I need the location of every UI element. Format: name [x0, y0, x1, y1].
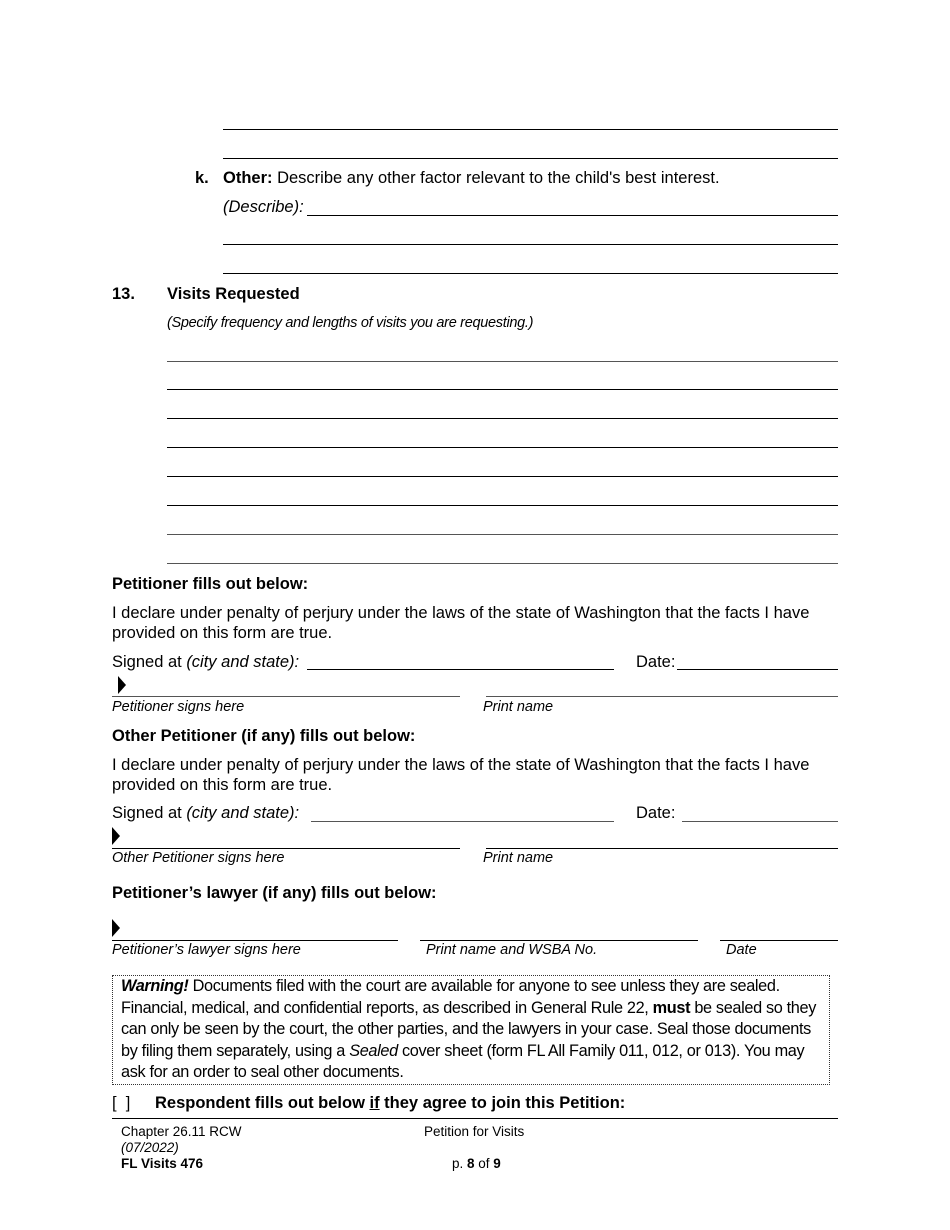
petitioner-print-caption: Print name	[483, 699, 554, 715]
item-k-description: Describe any other factor relevant to the child's best interest.	[277, 169, 720, 187]
visits-line[interactable]	[167, 389, 838, 390]
other-petitioner-signature-line[interactable]	[112, 848, 460, 849]
other-petitioner-heading: Other Petitioner (if any) fills out below:	[112, 727, 416, 745]
answer-line[interactable]	[223, 273, 838, 274]
petitioner-print-name-line[interactable]	[486, 696, 838, 697]
footer-form-title: Petition for Visits	[424, 1124, 525, 1139]
answer-line[interactable]	[223, 244, 838, 245]
other-petitioner-date-field[interactable]	[682, 821, 838, 822]
warning-label: Warning!	[121, 977, 189, 995]
lawyer-heading: Petitioner’s lawyer (if any) fills out below:	[112, 884, 437, 902]
answer-line[interactable]	[223, 129, 838, 130]
petitioner-city-state-field[interactable]	[307, 669, 614, 670]
lawyer-sign-caption: Petitioner’s lawyer signs here	[112, 942, 301, 958]
item-k-letter: k.	[195, 169, 209, 187]
petitioner-sign-caption: Petitioner signs here	[112, 699, 245, 715]
other-petitioner-print-caption: Print name	[483, 850, 554, 866]
footer-revision: (07/2022)	[121, 1140, 179, 1155]
describe-field-line[interactable]	[307, 215, 838, 216]
item-k-text	[223, 169, 720, 188]
visits-line[interactable]	[167, 563, 838, 564]
section-number: 13.	[112, 285, 135, 303]
visits-line[interactable]	[167, 476, 838, 477]
petitioner-signature-line[interactable]	[112, 696, 460, 697]
other-petitioner-declaration: I declare under penalty of perjury under the laws of the state of Washington that the facts I have provided on this form are true.	[112, 756, 810, 794]
lawyer-print-caption: Print name and WSBA No.	[426, 942, 598, 958]
lawyer-print-name-line[interactable]	[420, 940, 698, 941]
answer-line[interactable]	[223, 158, 838, 159]
visits-line[interactable]	[167, 361, 838, 362]
visits-line[interactable]	[167, 534, 838, 535]
section-instructions: (Specify frequency and lengths of visits you are requesting.)	[167, 315, 534, 331]
footer-form-id: FL Visits 476	[121, 1156, 204, 1171]
footer-page-number: p. 8 of 9	[452, 1156, 501, 1171]
sign-arrow-icon	[118, 676, 126, 694]
petitioner-heading: Petitioner fills out below:	[112, 575, 309, 593]
section-title: Visits Requested	[167, 285, 300, 303]
other-petitioner-sign-caption: Other Petitioner signs here	[112, 850, 285, 866]
lawyer-signature-line[interactable]	[112, 940, 398, 941]
petitioner-signed-at-label: Signed at (city and state):	[112, 653, 300, 671]
lawyer-date-caption: Date	[726, 942, 757, 958]
other-petitioner-signed-at-label: Signed at (city and state):	[112, 804, 300, 822]
visits-line[interactable]	[167, 505, 838, 506]
sign-arrow-icon	[112, 827, 120, 845]
petitioner-date-field[interactable]	[677, 669, 838, 670]
visits-line[interactable]	[167, 447, 838, 448]
other-petitioner-date-label: Date:	[636, 804, 676, 822]
other-petitioner-print-name-line[interactable]	[486, 848, 838, 849]
other-petitioner-city-state-field[interactable]	[311, 821, 614, 822]
describe-label: (Describe):	[223, 198, 304, 216]
footer-divider	[112, 1118, 838, 1119]
respondent-join-text: Respondent fills out below if they agree to join this Petition:	[155, 1094, 626, 1112]
footer-statute: Chapter 26.11 RCW	[121, 1124, 242, 1139]
lawyer-date-line[interactable]	[720, 940, 838, 941]
warning-notice: Warning! Documents filed with the court are available for anyone to see unless they are sealed. Financial, medical, and confidential reports, as described in General Rule 22, must be sealed so they can only be seen by the court, the other parties, and the lawyers in your case. Seal those documents by filing them separately, using a Sealed cover sheet (form FL All Family 011, 012, or 013). You may ask for an order to seal other documents.	[112, 975, 830, 1085]
visits-line[interactable]	[167, 418, 838, 419]
petitioner-declaration: I declare under penalty of perjury under the laws of the state of Washington that the facts I have provided on this form are true.	[112, 604, 810, 642]
item-k-title: Other:	[223, 169, 273, 187]
respondent-checkbox[interactable]: [ ]	[112, 1094, 131, 1112]
petitioner-date-label: Date:	[636, 653, 676, 671]
sign-arrow-icon	[112, 919, 120, 937]
